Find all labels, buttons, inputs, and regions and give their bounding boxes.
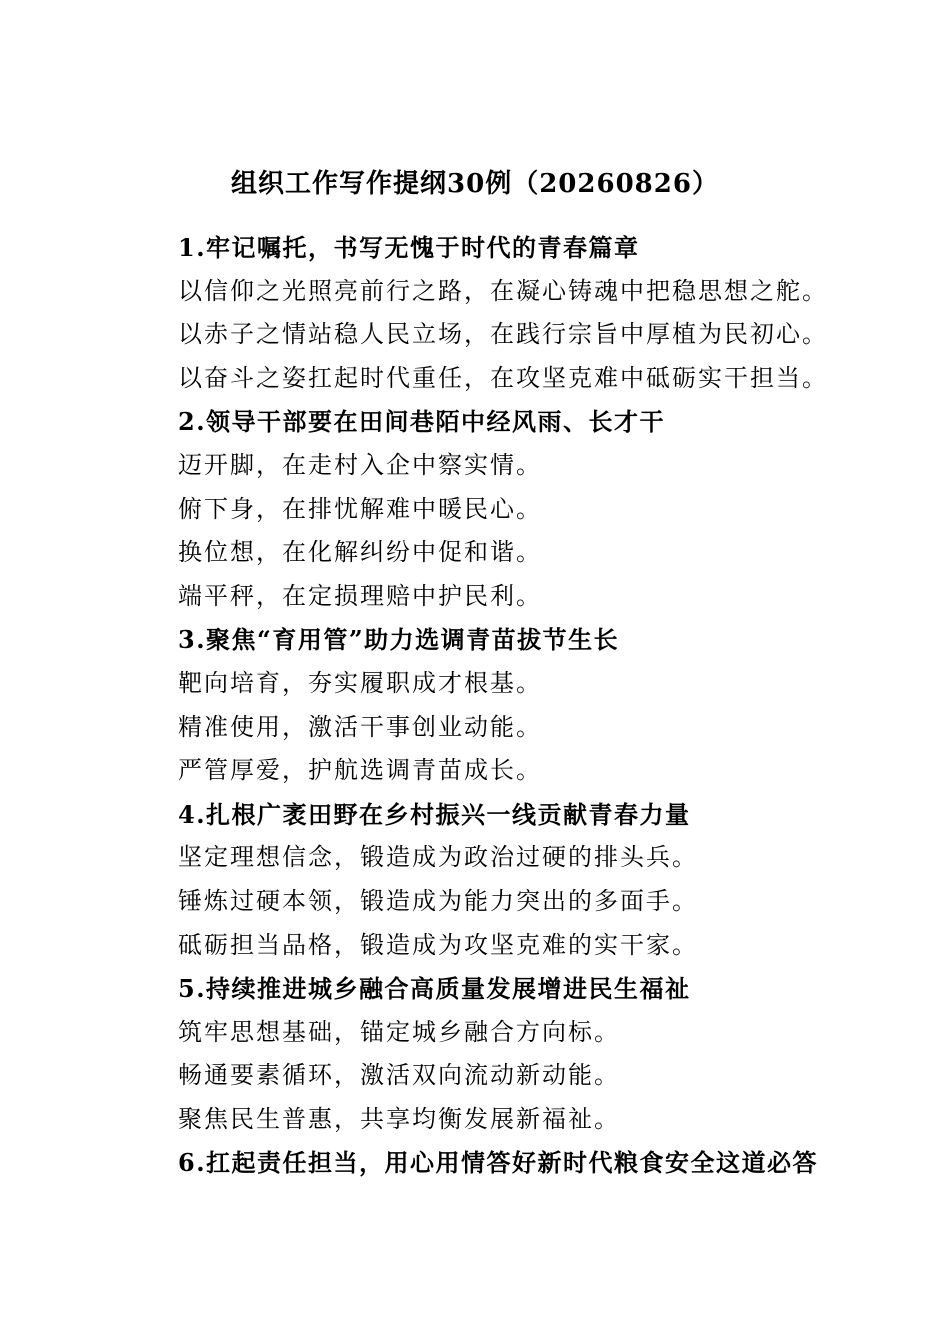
section-heading: 5.持续推进城乡融合高质量发展增进民生福祉 — [178, 974, 691, 1004]
body-line: 坚定理想信念，锻造成为政治过硬的排头兵。 — [178, 843, 698, 872]
body-line: 筑牢思想基础，锚定城乡融合方向标。 — [178, 1017, 620, 1046]
body-line: 以奋斗之姿扛起时代重任，在攻坚克难中砥砺实干担当。 — [178, 363, 828, 392]
document-title: 组织工作写作提纲30例（20260826） — [231, 169, 719, 199]
section-heading: 4.扎根广袤田野在乡村振兴一线贡献青春力量 — [178, 799, 691, 829]
body-line: 砥砺担当品格，锻造成为攻坚克难的实干家。 — [178, 930, 698, 959]
body-line: 精准使用，激活干事创业动能。 — [178, 712, 542, 741]
body-line: 畅通要素循环，激活双向流动新动能。 — [178, 1061, 620, 1090]
section-heading: 1.牢记嘱托，书写无愧于时代的青春篇章 — [178, 233, 640, 262]
body-line: 以信仰之光照亮前行之路，在凝心铸魂中把稳思想之舵。 — [178, 276, 828, 305]
body-line: 端平秤，在定损理赔中护民利。 — [178, 581, 542, 610]
body-line: 换位想，在化解纠纷中促和谐。 — [178, 538, 542, 567]
section-heading: 6.扛起责任担当，用心用情答好新时代粮食安全这道必答 — [178, 1148, 819, 1178]
body-line: 严管厚爱，护航选调青苗成长。 — [178, 756, 542, 785]
body-line: 锤炼过硬本领，锻造成为能力突出的多面手。 — [178, 886, 698, 915]
document-body — [178, 226, 878, 1185]
body-line: 靶向培育，夯实履职成才根基。 — [178, 668, 542, 697]
section-heading: 2.领导干部要在田间巷陌中经风雨、长才干 — [178, 407, 666, 437]
body-line: 俯下身，在排忧解难中暖民心。 — [178, 494, 542, 523]
body-line: 以赤子之情站稳人民立场，在践行宗旨中厚植为民初心。 — [178, 320, 828, 349]
body-line: 聚焦民生普惠，共享均衡发展新福祉。 — [178, 1104, 620, 1133]
section-heading: 3.聚焦“育用管”助力选调青苗拔节生长 — [178, 625, 620, 655]
body-line: 迈开脚，在走村入企中察实情。 — [178, 450, 542, 479]
